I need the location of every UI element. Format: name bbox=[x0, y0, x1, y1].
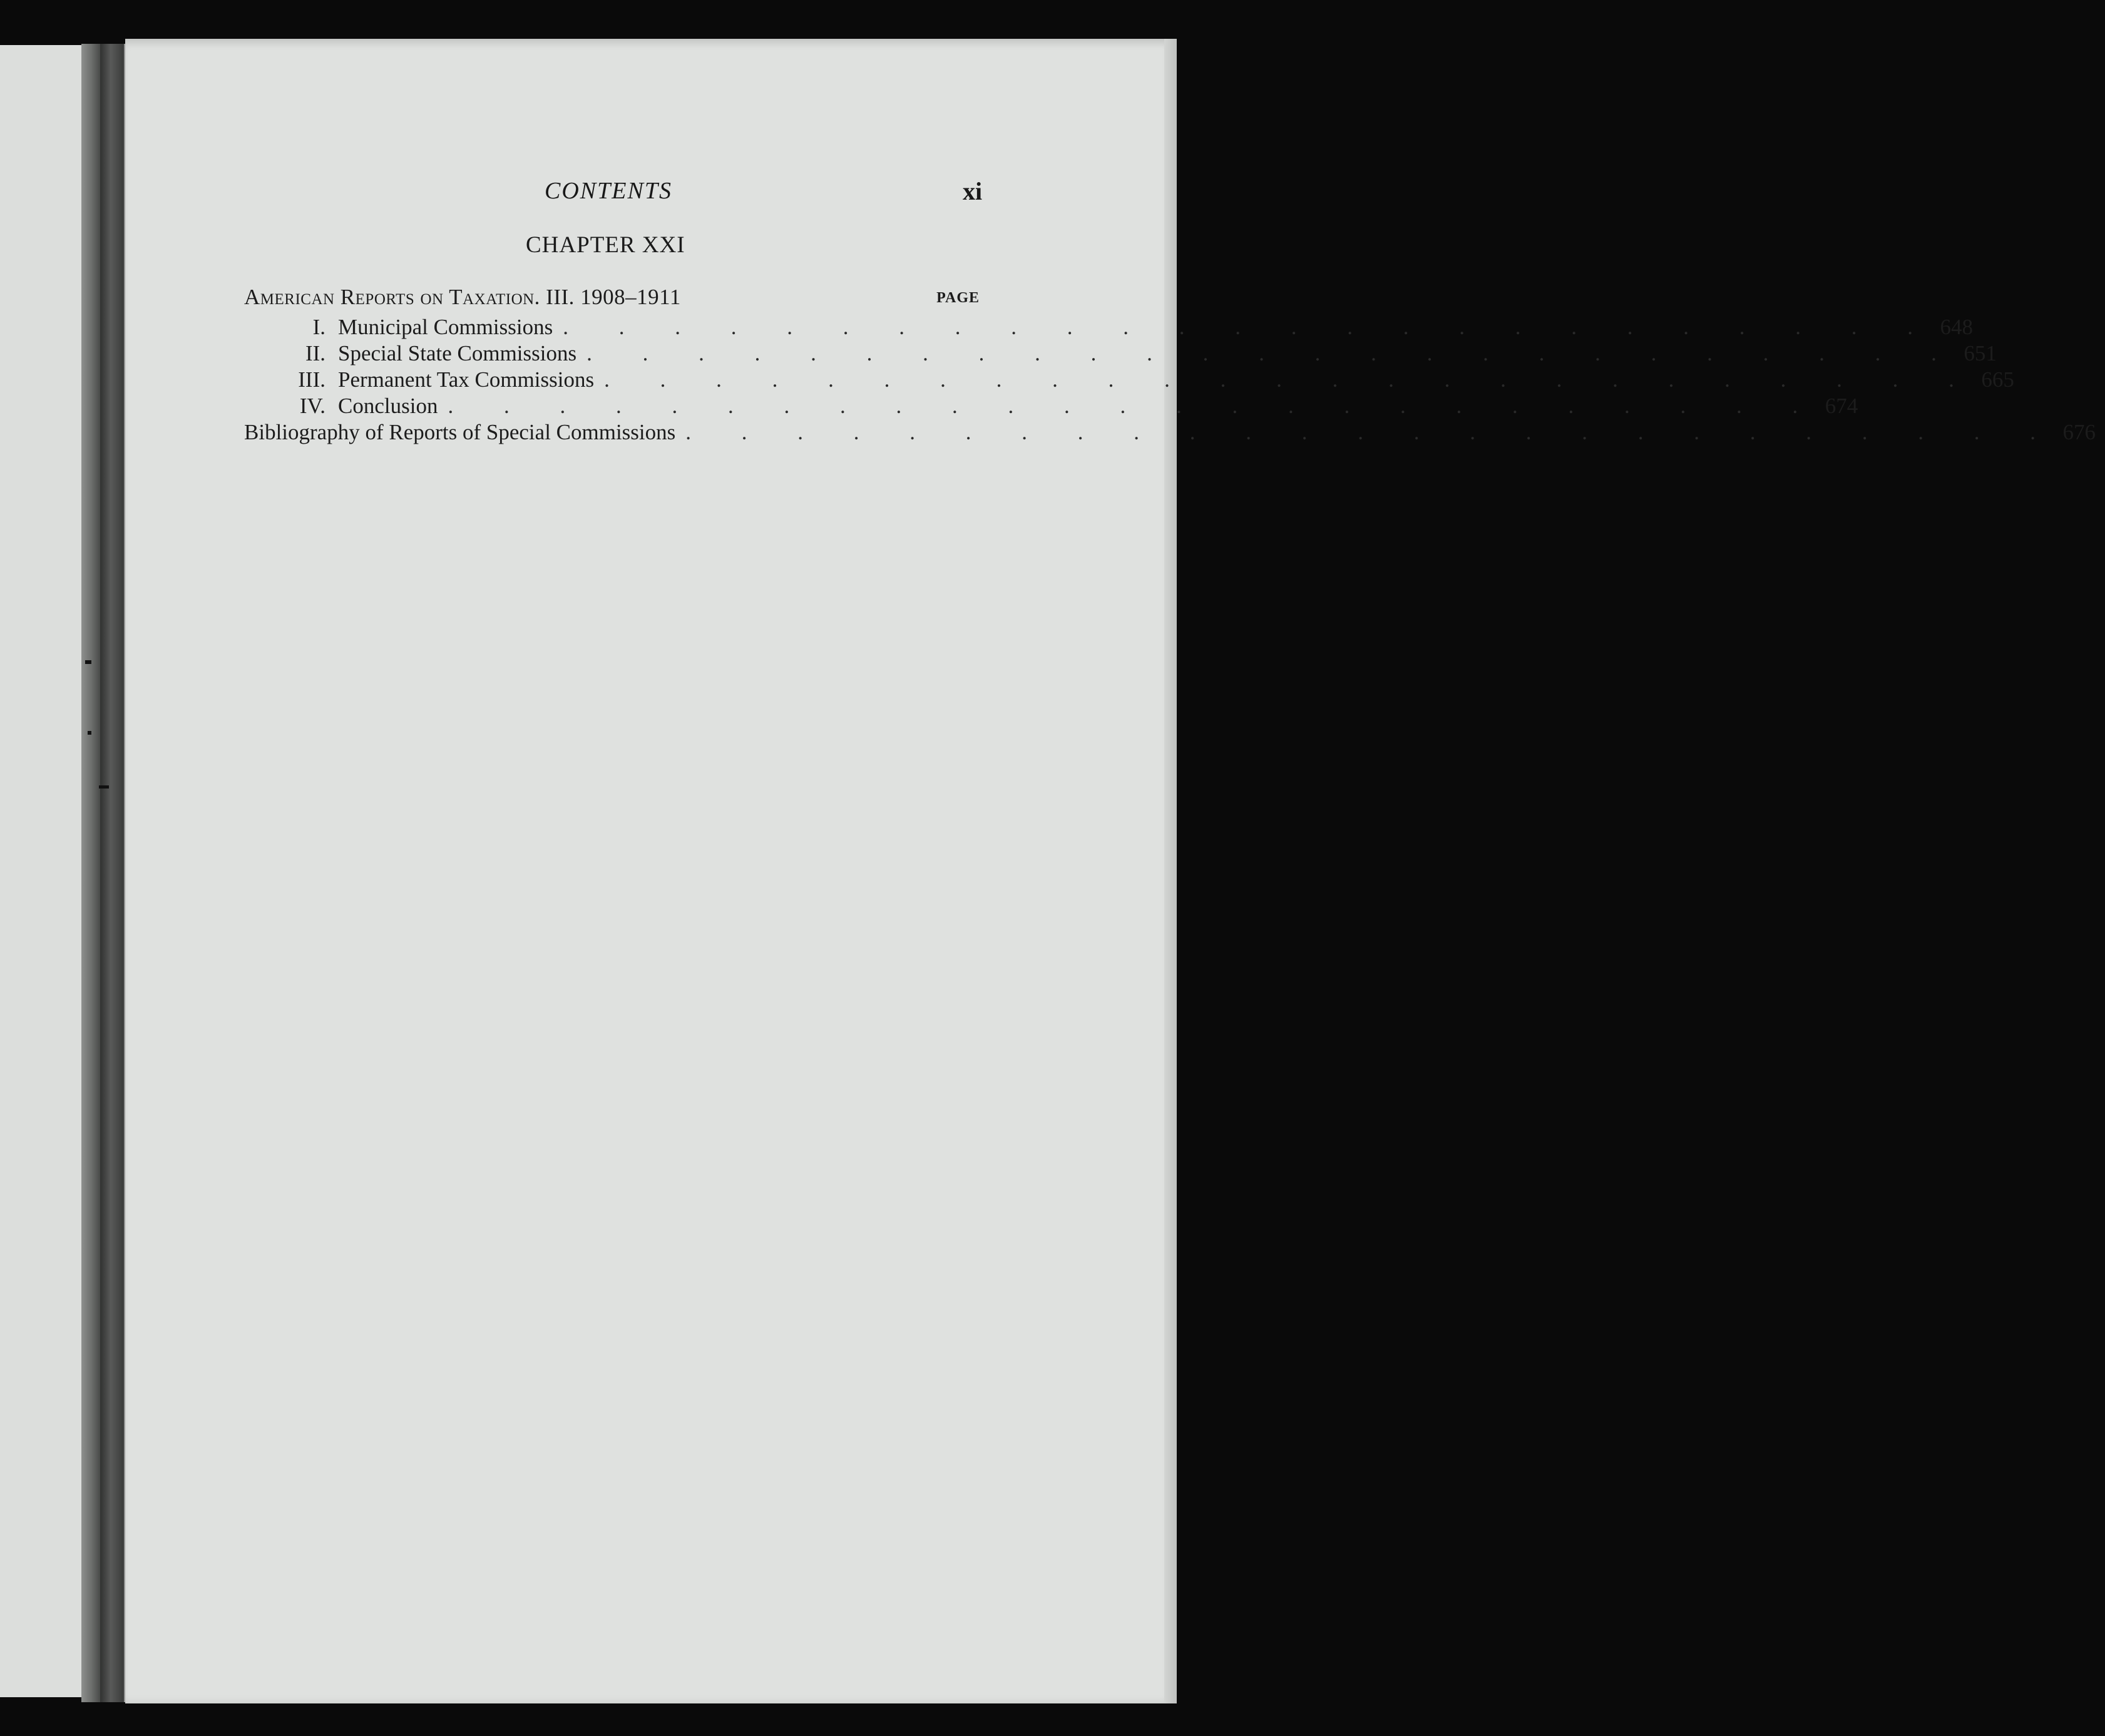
entry-title: Conclusion bbox=[338, 394, 438, 418]
toc-entry bbox=[244, 341, 1997, 367]
page-right-edge bbox=[1164, 39, 1177, 1703]
toc-entry bbox=[244, 315, 1973, 341]
dot-leader: . . . . . . . . . . . . . . . . . . . . . . . . . bbox=[685, 420, 2059, 444]
running-head: CONTENTS bbox=[545, 178, 672, 204]
scan-speck bbox=[88, 731, 91, 735]
table-of-contents bbox=[244, 285, 2096, 446]
toc-entry bbox=[244, 394, 1858, 420]
scan-speck bbox=[85, 660, 91, 664]
chapter-title: CHAPTER XXI bbox=[526, 232, 685, 258]
facing-page-edge bbox=[0, 45, 94, 1697]
entry-title: Municipal Commissions bbox=[338, 315, 553, 339]
dot-leader: . . . . . . . . . . . . . . . . . . . . . . . . . bbox=[563, 315, 1935, 339]
toc-entry bbox=[244, 367, 2014, 394]
entry-page-number: 648 bbox=[1940, 315, 1973, 339]
entry-page-number: 674 bbox=[1825, 394, 1858, 418]
entry-page-number: 651 bbox=[1964, 341, 1997, 365]
entry-title: Bibliography of Reports of Special Commissions bbox=[244, 420, 676, 444]
entry-title: Permanent Tax Commissions bbox=[338, 367, 595, 392]
entry-page-number: 665 bbox=[1981, 367, 2014, 392]
entry-numeral: I. bbox=[312, 315, 325, 339]
page-number: xi bbox=[963, 177, 983, 205]
entry-page-number: 676 bbox=[2062, 420, 2096, 444]
book-spine-shadow bbox=[100, 44, 124, 1702]
entry-numeral: III. bbox=[298, 367, 325, 392]
toc-entry bbox=[244, 420, 2096, 446]
dot-leader: . . . . . . . . . . . . . . . . . . . . . . . . . bbox=[448, 394, 1821, 418]
entry-title: Special State Commissions bbox=[338, 341, 577, 365]
dot-leader: . . . . . . . . . . . . . . . . . . . . . . . . . bbox=[586, 341, 1959, 365]
scan-speck bbox=[99, 785, 109, 789]
entry-numeral: IV. bbox=[299, 394, 325, 418]
toc-chapter-heading: American Reports on Taxation. III. 1908–1911 bbox=[244, 285, 681, 309]
entry-numeral: II. bbox=[305, 341, 325, 365]
dot-leader: . . . . . . . . . . . . . . . . . . . . . . . . . bbox=[604, 367, 1977, 392]
page-column-label: PAGE bbox=[936, 290, 980, 306]
toc-heading-row bbox=[244, 285, 989, 315]
